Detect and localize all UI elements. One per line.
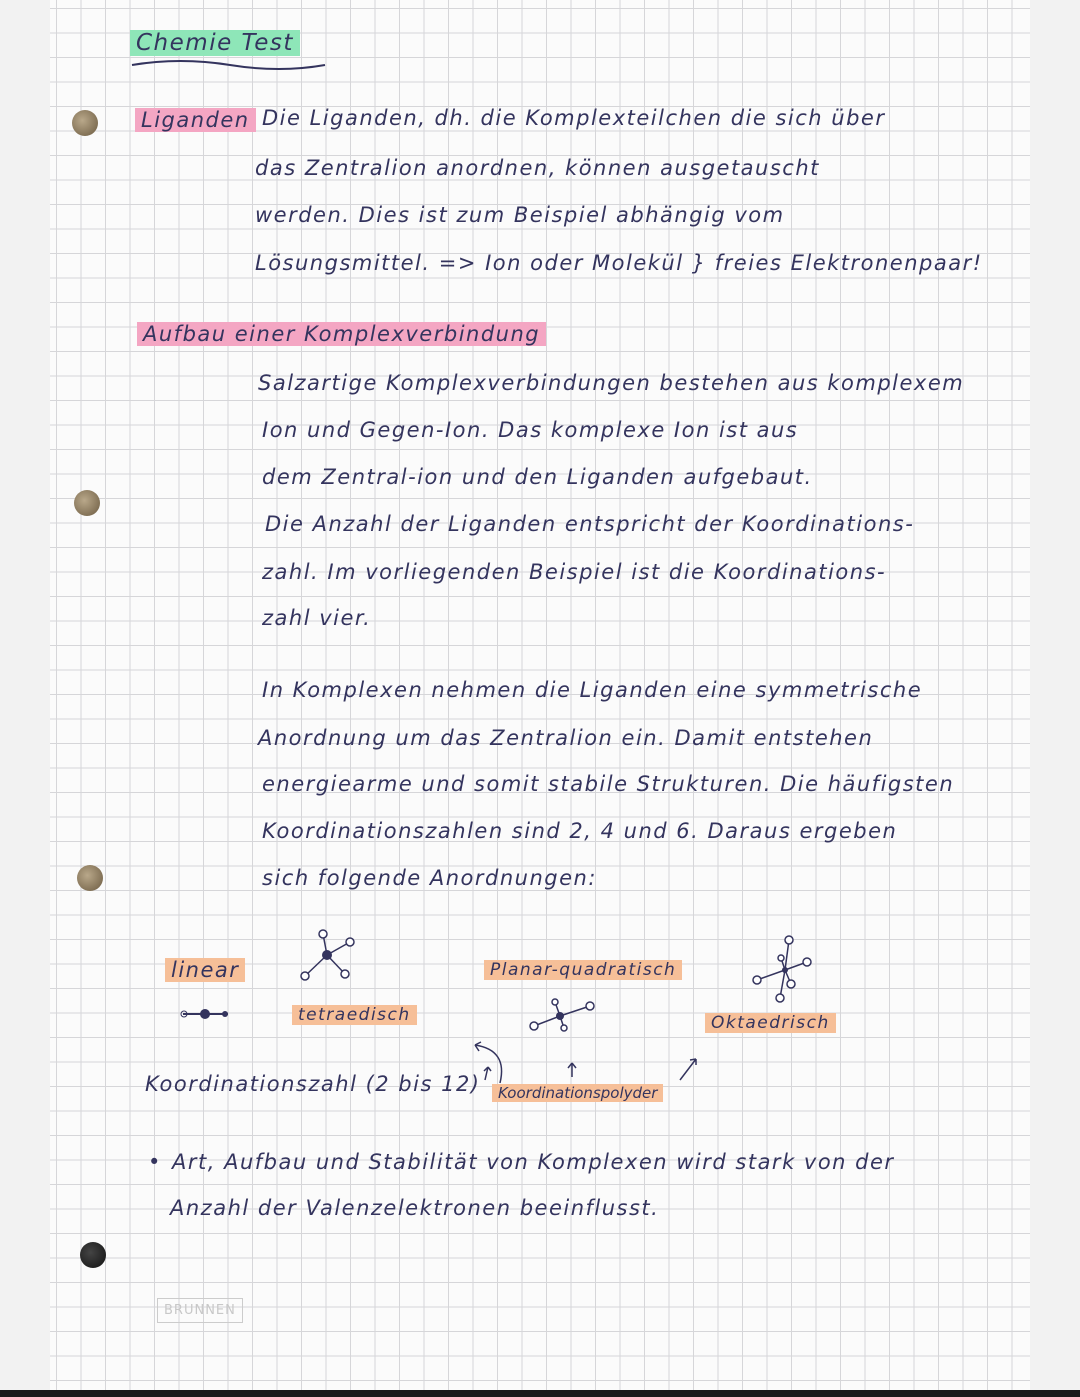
text-line: Die Liganden, dh. die Komplexteilchen die sich über <box>262 106 886 130</box>
tetrahedral-molecule-icon <box>295 928 365 988</box>
arrows <box>460 1035 700 1095</box>
aufbau-heading: Aufbau einer Komplexverbindung <box>137 322 546 346</box>
text-line: werden. Dies ist zum Beispiel abhängig vom <box>255 203 785 227</box>
punch-hole <box>80 1242 106 1268</box>
text-line: sich folgende Anordnungen: <box>262 866 597 890</box>
text-line: Koordinationszahlen sind 2, 4 und 6. Daraus ergeben <box>262 819 898 843</box>
text-line: Lösungsmittel. => Ion oder Molekül } freies Elektronenpaar! <box>255 251 983 275</box>
text-line: das Zentralion anordnen, können ausgetauscht <box>255 156 820 180</box>
text-line: Salzartige Komplexverbindungen bestehen aus komplexem <box>258 371 965 395</box>
label-tetraedisch: tetraedisch <box>292 1005 417 1025</box>
liganden-heading: Liganden <box>135 108 256 132</box>
linear-molecule-icon <box>178 1004 238 1024</box>
text-line: Die Anzahl der Liganden entspricht der Koordinations- <box>265 512 915 536</box>
text-line: zahl. Im vorliegenden Beispiel ist die Koordinations- <box>262 560 887 584</box>
text-line: In Komplexen nehmen die Liganden eine symmetrische <box>262 678 923 702</box>
text-line: Anordnung um das Zentralion ein. Damit entstehen <box>258 726 874 750</box>
koordinationspolyeder-label: Koordinationspolyder <box>492 1084 663 1102</box>
text-line: Anzahl der Valenzelektronen beeinflusst. <box>170 1196 660 1220</box>
label-linear: linear <box>165 958 245 982</box>
page-title: Chemie Test <box>130 30 300 56</box>
text-line: energiearme und somit stabile Strukturen. Die häufigsten <box>262 772 955 796</box>
label-planar: Planar-quadratisch <box>484 960 682 980</box>
text-line: zahl vier. <box>262 606 372 630</box>
page-edge <box>0 1390 1080 1397</box>
title-underline <box>130 55 330 75</box>
punch-hole <box>74 490 100 516</box>
text-line: Ion und Gegen-Ion. Das komplexe Ion ist aus <box>262 418 799 442</box>
label-oktaedrisch: Oktaedrisch <box>705 1013 836 1033</box>
punch-hole <box>77 865 103 891</box>
punch-hole <box>72 110 98 136</box>
brand-logo: BRUNNEN <box>157 1298 243 1323</box>
text-line: Art, Aufbau und Stabilität von Komplexen wird stark von der <box>172 1150 895 1174</box>
text-line: dem Zentral-ion und den Liganden aufgebaut. <box>262 465 813 489</box>
octahedral-molecule-icon <box>745 930 825 1010</box>
koordinationszahl-label: Koordinationszahl (2 bis 12) <box>145 1072 481 1096</box>
bullet-dot: • <box>148 1150 162 1174</box>
